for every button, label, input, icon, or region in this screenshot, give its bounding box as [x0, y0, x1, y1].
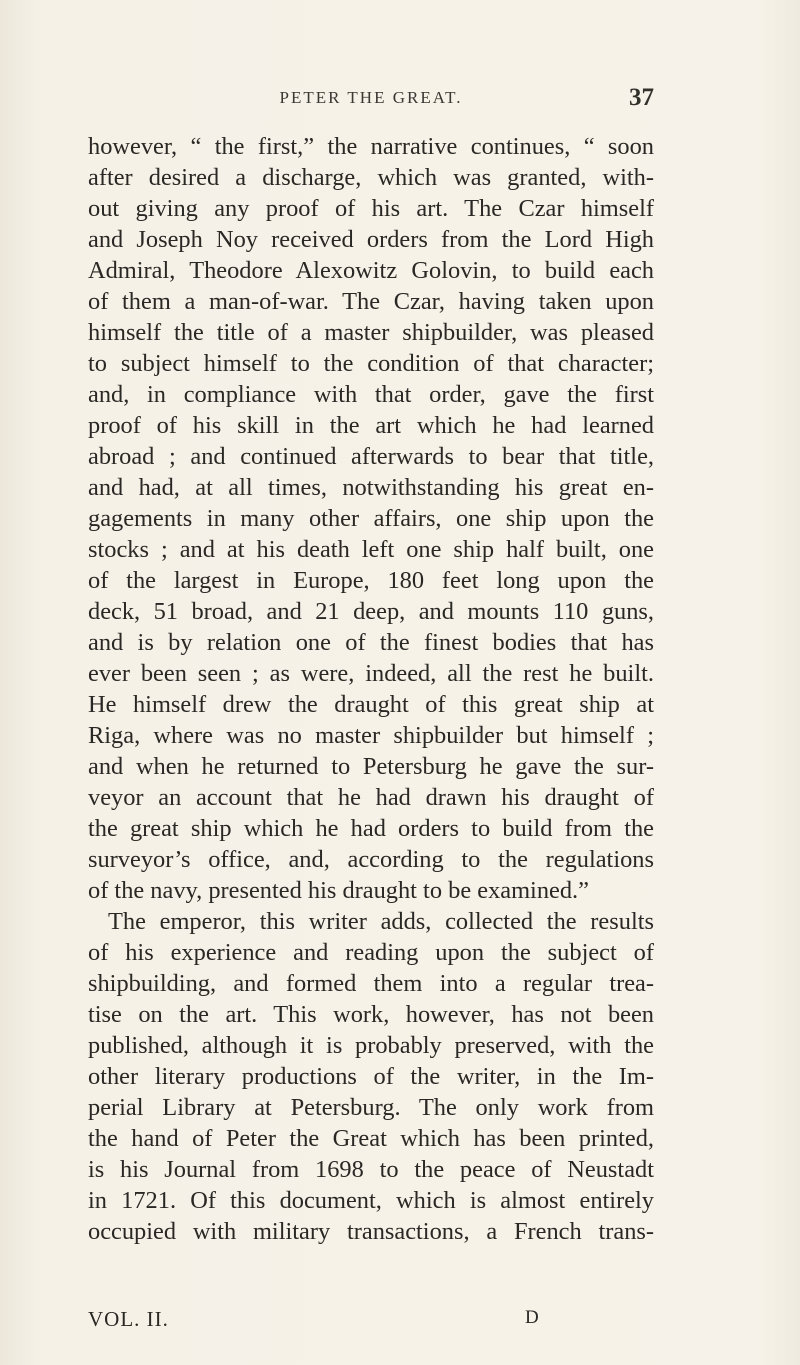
text-line: gagements in many other affairs, one ship upon the — [88, 505, 654, 532]
running-title: PETER THE GREAT. — [279, 88, 463, 107]
text-line: shipbuilding, and formed them into a regular trea- — [88, 970, 654, 997]
text-line: abroad ; and continued afterwards to bear that title, — [88, 443, 654, 470]
text-line: to subject himself to the condition of that character; — [88, 350, 654, 377]
page-number: 37 — [629, 84, 654, 111]
text-line: Riga, where was no master shipbuilder but himself ; — [88, 722, 654, 749]
text-line: after desired a discharge, which was granted, with- — [88, 164, 654, 191]
text-line: and had, at all times, notwithstanding his great en- — [88, 474, 654, 501]
text-line: and when he returned to Petersburg he gave the sur- — [88, 753, 654, 780]
text-line: ever been seen ; as were, indeed, all the rest he built. — [88, 660, 654, 687]
text-line: veyor an account that he had drawn his draught of — [88, 784, 654, 811]
text-line: Admiral, Theodore Alexowitz Golovin, to build each — [88, 257, 654, 284]
text-line: perial Library at Petersburg. The only work from — [88, 1094, 654, 1121]
text-line: of the largest in Europe, 180 feet long upon the — [88, 567, 654, 594]
text-line: the great ship which he had orders to build from the — [88, 815, 654, 842]
body-text — [88, 131, 654, 1247]
text-line: is his Journal from 1698 to the peace of Neustadt — [88, 1156, 654, 1183]
running-head — [88, 84, 654, 114]
signature-mark: D — [525, 1307, 540, 1328]
text-line: himself the title of a master shipbuilder, was pleased — [88, 319, 654, 346]
text-line: surveyor’s office, and, according to the regulations — [88, 846, 654, 873]
text-line: The emperor, this writer adds, collected the results — [108, 908, 654, 935]
text-line: stocks ; and at his death left one ship half built, one — [88, 536, 654, 563]
text-line: deck, 51 broad, and 21 deep, and mounts 110 guns, — [88, 598, 654, 625]
text-line: of his experience and reading upon the subject of — [88, 939, 654, 966]
text-line: tise on the art. This work, however, has not been — [88, 1001, 654, 1028]
text-line: other literary productions of the writer, in the Im- — [88, 1063, 654, 1090]
text-line: of them a man-of-war. The Czar, having taken upon — [88, 288, 654, 315]
text-line: published, although it is probably preserved, with the — [88, 1032, 654, 1059]
text-line: and is by relation one of the finest bodies that has — [88, 629, 654, 656]
text-line: occupied with military transactions, a French trans- — [88, 1218, 654, 1245]
text-line: of the navy, presented his draught to be examined.” — [88, 877, 589, 904]
volume-label: VOL. II. — [88, 1307, 169, 1331]
text-line: proof of his skill in the art which he had learned — [88, 412, 654, 439]
text-line: and, in compliance with that order, gave the first — [88, 381, 654, 408]
page-footer — [88, 1307, 654, 1335]
text-line: and Joseph Noy received orders from the Lord High — [88, 226, 654, 253]
text-line: however, “ the first,” the narrative continues, “ soon — [88, 133, 654, 160]
text-line: in 1721. Of this document, which is almost entirely — [88, 1187, 654, 1214]
text-line: the hand of Peter the Great which has been printed, — [88, 1125, 654, 1152]
text-line: He himself drew the draught of this great ship at — [88, 691, 654, 718]
text-line: out giving any proof of his art. The Czar himself — [88, 195, 654, 222]
